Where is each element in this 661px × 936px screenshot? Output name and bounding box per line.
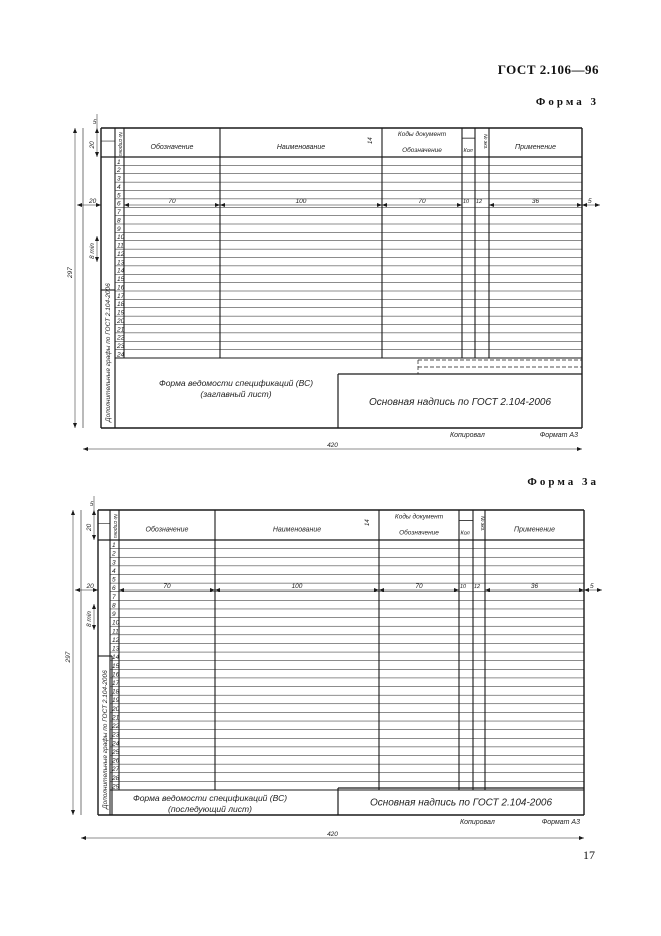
dim-docdes: 70 bbox=[418, 198, 426, 205]
row-number-8: 8 bbox=[112, 602, 116, 610]
form-label-line2: (последующий лист) bbox=[168, 804, 252, 814]
col-designation-label: Обозначение bbox=[150, 143, 194, 151]
arrow-head bbox=[96, 203, 101, 207]
dim-header-height: 20 bbox=[86, 523, 93, 531]
row-number-28: 28 bbox=[112, 774, 120, 782]
row-number-18: 18 bbox=[112, 688, 120, 696]
dim-designation: 70 bbox=[168, 198, 176, 205]
dim-left: 20 bbox=[89, 198, 97, 205]
row-number-1: 1 bbox=[112, 542, 116, 550]
arrow-head bbox=[95, 236, 99, 241]
dim-height: 297 bbox=[67, 267, 74, 278]
sidebar-label: Дополнительные графы по ГОСТ 2.104-2006 bbox=[105, 283, 112, 422]
col-doc-designation-label: Обозначение bbox=[402, 146, 442, 154]
form-3a-title: Форма 3а bbox=[527, 476, 599, 488]
arrow-head bbox=[577, 203, 582, 207]
col-application-label: Применение bbox=[515, 143, 556, 151]
arrow-head bbox=[119, 588, 124, 592]
col-designation-label: Обозначение bbox=[145, 526, 189, 534]
arrow-head bbox=[215, 588, 220, 592]
dim-designation: 70 bbox=[163, 583, 171, 590]
arrow-head bbox=[374, 588, 379, 592]
dim-width: 420 bbox=[327, 442, 338, 449]
dim-row-height: 8 min bbox=[86, 611, 93, 627]
row-number-1: 1 bbox=[117, 158, 121, 166]
dim-row-height: 8 min bbox=[89, 243, 96, 259]
col-doc-designation-label: Обозначение bbox=[399, 529, 439, 537]
arrow-head bbox=[92, 604, 96, 609]
arrow-head bbox=[379, 588, 384, 592]
row-number-5: 5 bbox=[112, 576, 116, 584]
row-number-13: 13 bbox=[117, 259, 125, 267]
col-copy-no-label: № экз. bbox=[479, 516, 485, 532]
form-3a bbox=[65, 496, 602, 840]
arrow-head bbox=[577, 447, 582, 451]
dim-header-height: 20 bbox=[89, 141, 96, 149]
row-number-16: 16 bbox=[117, 284, 125, 292]
row-number-7: 7 bbox=[112, 593, 116, 601]
row-number-17: 17 bbox=[117, 292, 125, 300]
form-3-title: Форма 3 bbox=[535, 96, 599, 108]
dim-application: 36 bbox=[531, 198, 540, 205]
row-number-15: 15 bbox=[112, 662, 120, 670]
dim-copy: 12 bbox=[474, 584, 481, 590]
row-number-12: 12 bbox=[117, 250, 125, 258]
row-number-20: 20 bbox=[112, 705, 120, 713]
dim-height: 297 bbox=[65, 651, 72, 663]
arrow-head bbox=[73, 128, 77, 133]
arrow-head bbox=[95, 128, 99, 133]
arrow-head bbox=[579, 836, 584, 840]
row-number-11: 11 bbox=[117, 242, 124, 250]
copied-label: Копировал bbox=[450, 432, 485, 439]
dim-width: 420 bbox=[327, 831, 338, 838]
dim-top: 5 bbox=[93, 120, 97, 126]
arrow-head bbox=[220, 203, 225, 207]
arrow-head bbox=[95, 152, 99, 157]
arrow-head bbox=[73, 423, 77, 428]
row-number-19: 19 bbox=[117, 309, 125, 317]
col-quantity-label: Кол bbox=[463, 147, 473, 154]
row-number-6: 6 bbox=[117, 200, 121, 208]
format-label: Формат А3 bbox=[539, 432, 578, 439]
row-number-26: 26 bbox=[112, 757, 120, 765]
dim-header-split: 14 bbox=[368, 137, 374, 144]
row-number-22: 22 bbox=[112, 723, 120, 731]
row-number-10: 10 bbox=[117, 234, 125, 242]
arrow-head bbox=[382, 203, 387, 207]
form-3 bbox=[67, 114, 600, 451]
dim-qty: 10 bbox=[463, 199, 470, 205]
row-number-27: 27 bbox=[112, 766, 120, 774]
sidebar-label: Дополнительные графы по ГОСТ 2.104-2006 bbox=[102, 670, 109, 809]
row-number-15: 15 bbox=[117, 276, 125, 284]
row-number-9: 9 bbox=[112, 611, 116, 619]
arrow-head bbox=[489, 203, 494, 207]
copied-label: Копировал bbox=[460, 819, 495, 826]
dim-top: 5 bbox=[90, 502, 94, 508]
dim-right: 5 bbox=[588, 198, 592, 205]
row-number-9: 9 bbox=[117, 225, 121, 233]
row-number-4: 4 bbox=[112, 567, 116, 575]
row-number-24: 24 bbox=[117, 351, 125, 359]
page-number: 17 bbox=[583, 848, 595, 862]
row-number-4: 4 bbox=[117, 183, 121, 191]
dim-right: 5 bbox=[590, 583, 594, 590]
row-number-29: 29 bbox=[112, 783, 120, 791]
col-row-no-label: № строки bbox=[117, 132, 123, 157]
arrow-head bbox=[81, 836, 86, 840]
arrow-head bbox=[454, 588, 459, 592]
arrow-head bbox=[124, 203, 129, 207]
col-doc-codes-label: Коды документ bbox=[397, 131, 447, 139]
form-label-line1: Форма ведомости спецификаций (ВС) bbox=[132, 793, 288, 803]
dim-qty: 10 bbox=[460, 584, 467, 590]
row-number-17: 17 bbox=[112, 680, 120, 687]
arrow-head bbox=[92, 510, 96, 515]
col-name-label: Наименование bbox=[276, 143, 326, 151]
format-label: Формат А3 bbox=[541, 819, 580, 826]
row-number-5: 5 bbox=[117, 192, 121, 200]
col-row-no-label: № строки bbox=[112, 514, 118, 539]
arrow-head bbox=[595, 203, 600, 207]
col-copy-no-label: № экз. bbox=[482, 134, 488, 150]
row-number-21: 21 bbox=[117, 326, 125, 334]
arrow-head bbox=[582, 203, 587, 207]
row-number-14: 14 bbox=[117, 267, 125, 275]
form-label-line2: (заглавный лист) bbox=[200, 389, 272, 399]
arrow-head bbox=[584, 588, 589, 592]
row-number-21: 21 bbox=[112, 714, 120, 722]
row-number-24: 24 bbox=[112, 740, 120, 748]
row-number-3: 3 bbox=[117, 175, 121, 183]
row-number-14: 14 bbox=[112, 654, 120, 662]
arrow-head bbox=[210, 588, 215, 592]
arrow-head bbox=[83, 447, 88, 451]
row-number-10: 10 bbox=[112, 619, 120, 627]
dim-docdes: 70 bbox=[415, 583, 423, 590]
arrow-head bbox=[215, 203, 220, 207]
row-number-2: 2 bbox=[117, 167, 121, 175]
row-number-3: 3 bbox=[112, 559, 116, 567]
stamp-label: Основная надпись по ГОСТ 2.104-2006 bbox=[368, 397, 552, 408]
col-application-label: Применение bbox=[514, 526, 555, 534]
row-number-16: 16 bbox=[112, 671, 120, 679]
arrow-head bbox=[579, 588, 584, 592]
dim-header-split: 14 bbox=[365, 519, 371, 526]
row-number-23: 23 bbox=[112, 731, 120, 739]
row-number-19: 19 bbox=[112, 697, 120, 705]
arrow-head bbox=[92, 535, 96, 540]
document-code: ГОСТ 2.106—96 bbox=[497, 62, 599, 77]
col-doc-codes-label: Коды документ bbox=[394, 513, 444, 521]
row-number-8: 8 bbox=[117, 217, 121, 225]
arrow-head bbox=[597, 588, 602, 592]
arrow-head bbox=[377, 203, 382, 207]
stamp-label: Основная надпись по ГОСТ 2.104-2006 bbox=[369, 797, 553, 809]
col-name-label: Наименование bbox=[272, 526, 322, 534]
row-number-6: 6 bbox=[112, 585, 116, 593]
col-quantity-label: Кол bbox=[460, 530, 470, 537]
form-label-line1: Форма ведомости спецификаций (ВС) bbox=[158, 378, 314, 388]
arrow-head bbox=[77, 203, 82, 207]
arrow-head bbox=[93, 588, 98, 592]
dim-name: 100 bbox=[295, 198, 307, 205]
dim-copy: 12 bbox=[476, 199, 483, 205]
arrow-head bbox=[71, 810, 75, 815]
row-number-20: 20 bbox=[117, 317, 125, 325]
row-number-2: 2 bbox=[112, 550, 116, 558]
dim-left: 20 bbox=[86, 583, 94, 590]
dim-name: 100 bbox=[291, 583, 303, 590]
row-number-11: 11 bbox=[112, 628, 119, 636]
row-number-12: 12 bbox=[112, 636, 120, 644]
row-number-25: 25 bbox=[112, 748, 120, 756]
arrow-head bbox=[71, 510, 75, 515]
row-number-18: 18 bbox=[117, 301, 125, 309]
arrow-head bbox=[75, 588, 80, 592]
row-number-7: 7 bbox=[117, 209, 121, 217]
dim-application: 36 bbox=[530, 583, 539, 590]
row-number-13: 13 bbox=[112, 645, 120, 653]
arrow-head bbox=[457, 203, 462, 207]
row-number-22: 22 bbox=[117, 334, 125, 342]
arrow-head bbox=[485, 588, 490, 592]
row-number-23: 23 bbox=[117, 343, 125, 351]
